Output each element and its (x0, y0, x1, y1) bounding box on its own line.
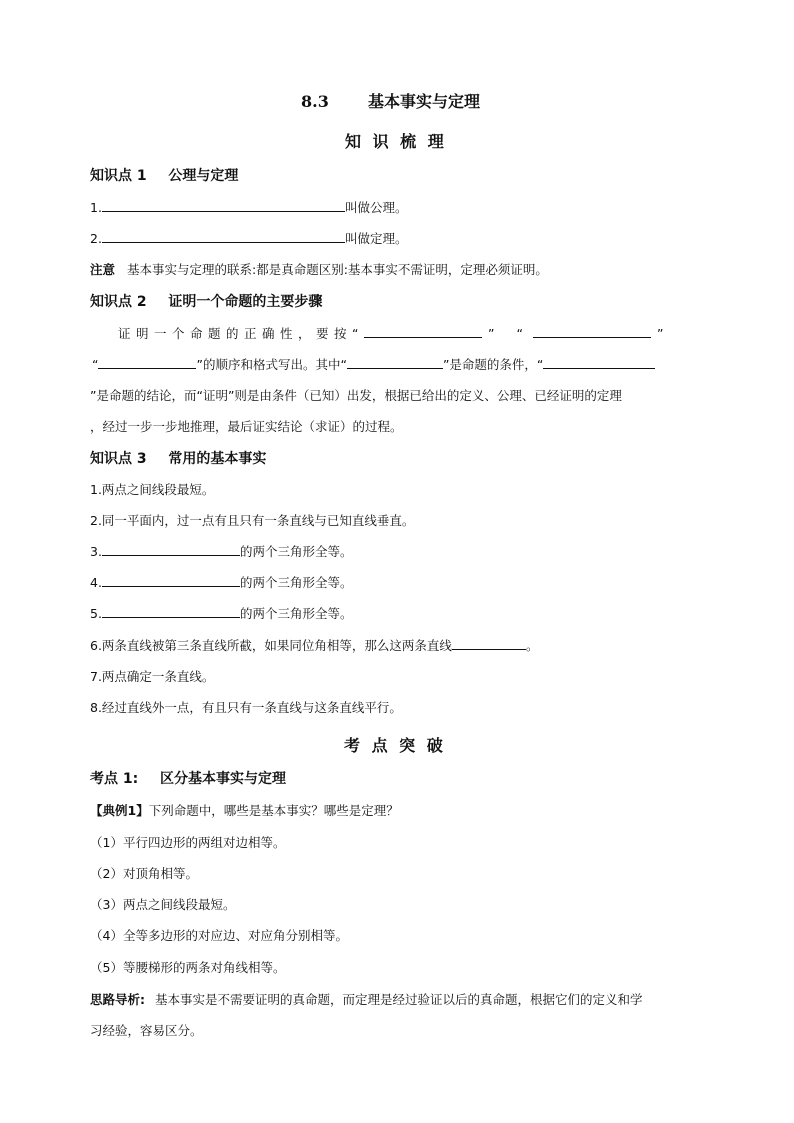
example-label: 【典例1】 (90, 803, 149, 818)
example-1 (90, 801, 399, 819)
item-text: 。 (525, 638, 539, 653)
quote-mark: ” (656, 326, 664, 341)
blank-line[interactable] (102, 199, 345, 212)
item-text: 的两个三角形全等。 (239, 544, 353, 559)
kp3-item-6 (90, 636, 538, 654)
example-item: （4）全等多边形的对应边、对应角分别相等。 (90, 928, 348, 943)
page-title (301, 89, 480, 112)
blank-line[interactable] (364, 325, 482, 338)
blank-line[interactable] (347, 356, 443, 369)
item-number: 1. (90, 200, 102, 215)
kd1-heading (90, 768, 286, 788)
kp3-item-8: 8.经过直线外一点，有且只有一条直线与这条直线平行。 (90, 700, 402, 715)
blank-line[interactable] (533, 325, 651, 338)
example-item: （2）对顶角相等。 (90, 866, 198, 881)
kp2-text: 证明一个命题的正确性，要按“ (118, 326, 364, 341)
item-number: 3. (90, 544, 102, 559)
kp3-item-4 (90, 573, 352, 591)
kp3-title: 常用的基本事实 (168, 451, 267, 467)
item-text: 叫做公理。 (344, 200, 408, 215)
blank-line[interactable] (102, 230, 345, 243)
quote-mark: “ (92, 357, 99, 372)
note-paragraph (90, 260, 548, 278)
kp2-heading (90, 291, 322, 311)
guide-line-2: 习经验，容易区分。 (90, 1023, 203, 1038)
item-text: 叫做定理。 (344, 231, 408, 246)
kd1-title: 区分基本事实与定理 (159, 771, 286, 787)
item-number: 5. (90, 606, 102, 621)
kp2-line-4: ，经过一步一步地推理，最后证实结论（求证）的过程。 (90, 419, 403, 434)
item-text: 的两个三角形全等。 (239, 606, 353, 621)
item-text: 6.两条直线被第三条直线所截，如果同位角相等，那么这两条直线 (90, 638, 452, 653)
item-number: 2. (90, 231, 102, 246)
kp1-label: 知识点 1 (90, 168, 147, 184)
blank-line[interactable] (102, 543, 240, 556)
kp3-item-7: 7.两点确定一条直线。 (90, 669, 215, 684)
guide-line-1 (90, 990, 642, 1008)
section-heading-knowledge: 知 识 梳 理 (345, 132, 447, 151)
kp3-item-3 (90, 542, 352, 560)
blank-line[interactable] (98, 356, 196, 369)
blank-line[interactable] (102, 605, 240, 618)
section-heading-exam: 考 点 突 破 (344, 736, 446, 755)
kp3-item-1: 1.两点之间线段最短。 (90, 482, 215, 497)
kp3-label: 知识点 3 (90, 451, 147, 467)
kp2-title: 证明一个命题的主要步骤 (168, 294, 323, 310)
title-number: 8.3 (301, 92, 329, 111)
title-text: 基本事实与定理 (368, 92, 481, 111)
kp2-line-2 (92, 355, 655, 373)
note-label: 注意 (90, 262, 116, 277)
kp1-heading (90, 165, 238, 185)
kp1-item-1 (90, 198, 407, 216)
kd1-label: 考点 1: (90, 771, 139, 787)
example-item: （5）等腰梯形的两条对角线相等。 (90, 960, 286, 975)
kp3-item-2: 2.同一平面内，过一点有且只有一条直线与已知直线垂直。 (90, 513, 415, 528)
kp2-label: 知识点 2 (90, 294, 147, 310)
quote-mark: “ (516, 326, 523, 341)
kp2-line-1 (118, 324, 663, 342)
kp2-text: ”的顺序和格式写出。其中“ (196, 357, 347, 372)
item-text: 的两个三角形全等。 (239, 575, 353, 590)
kp2-line-3: ”是命题的结论，而“证明”则是由条件（已知）出发，根据已给出的定义、公理、已经证明的定理 (90, 388, 622, 403)
example-item: （1）平行四边形的两组对边相等。 (90, 835, 286, 850)
kp2-text: ”是命题的条件，“ (442, 357, 544, 372)
kp1-title: 公理与定理 (168, 168, 239, 184)
blank-line[interactable] (102, 574, 240, 587)
kp3-heading (90, 448, 266, 468)
kp1-item-2 (90, 229, 407, 247)
guide-label: 思路导析: (90, 992, 145, 1007)
kp3-item-5 (90, 604, 352, 622)
example-item: （3）两点之间线段最短。 (90, 897, 236, 912)
blank-line[interactable] (452, 637, 526, 650)
guide-text: 基本事实是不需要证明的真命题，而定理是经过验证以后的真命题，根据它们的定义和学 (154, 992, 643, 1007)
blank-line[interactable] (543, 356, 655, 369)
item-number: 4. (90, 575, 102, 590)
quote-mark: ” (487, 326, 495, 341)
note-text: 基本事实与定理的联系:都是真命题区别:基本事实不需证明，定理必须证明。 (126, 262, 548, 277)
example-text: 下列命题中，哪些是基本事实？哪些是定理？ (148, 803, 399, 818)
